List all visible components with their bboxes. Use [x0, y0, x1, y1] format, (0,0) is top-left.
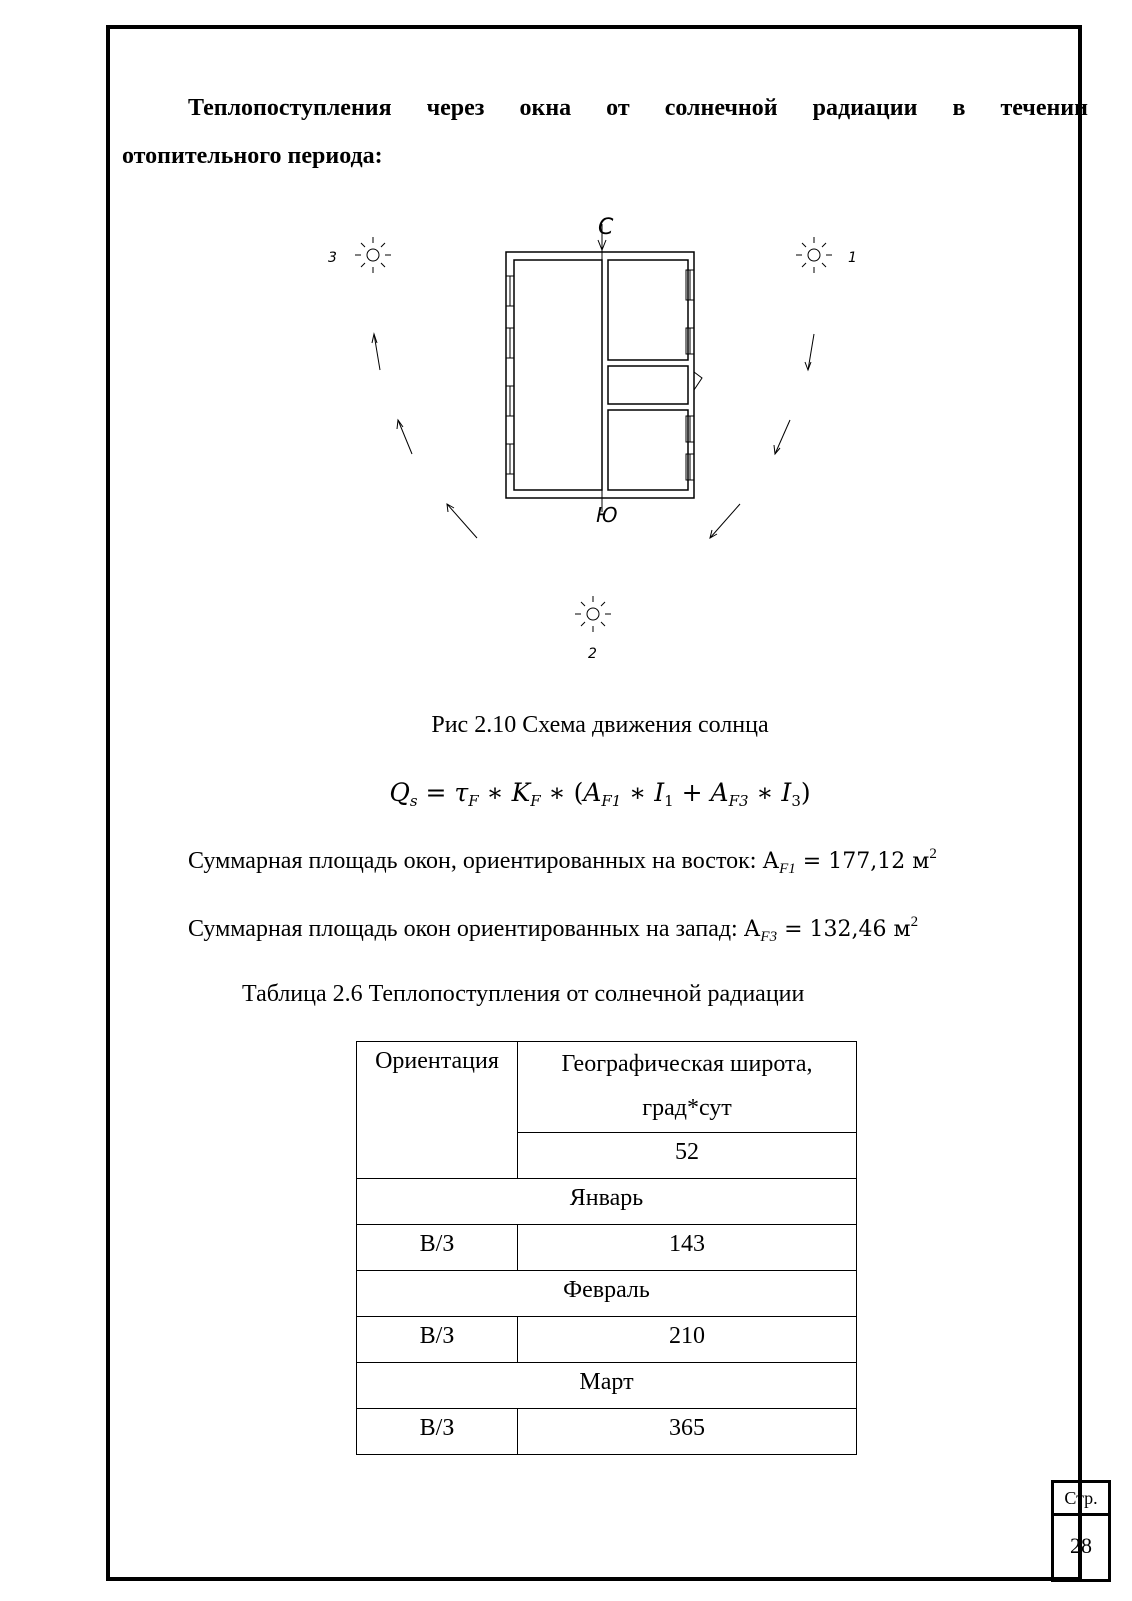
- orientation-cell: В/З: [357, 1409, 518, 1455]
- sun-label-3: 3: [328, 250, 337, 266]
- formula-i1-sub: 1: [664, 792, 674, 810]
- value-cell: 143: [518, 1225, 857, 1271]
- west-area-unit-sup: 2: [910, 914, 919, 930]
- orientation-cell: В/З: [357, 1317, 518, 1363]
- header-latitude: [518, 1042, 857, 1133]
- heading-word: солнечной: [664, 95, 778, 121]
- month-february: Февраль: [357, 1271, 857, 1317]
- east-area-symbol: А: [762, 849, 780, 874]
- north-label: С: [598, 215, 614, 240]
- table-row: [357, 1363, 857, 1409]
- heading-word: течении: [1000, 95, 1088, 121]
- latitude-value: 52: [518, 1133, 857, 1179]
- heading-line-2: отопительного периода:: [122, 143, 383, 169]
- page-number-stamp: [1051, 1480, 1111, 1582]
- month-march: Март: [357, 1363, 857, 1409]
- west-area-text: Суммарная площадь окон ориентированных на запад:: [188, 916, 744, 942]
- formula-q: Q: [389, 778, 410, 807]
- table-row: [357, 1225, 857, 1271]
- east-area-value: = 177,12 м: [802, 849, 930, 874]
- heading-line-1: [122, 84, 1088, 132]
- header-orientation: Ориентация: [357, 1042, 518, 1179]
- header-latitude-line1: Географическая широта,: [561, 1051, 813, 1077]
- south-label: Ю: [596, 503, 618, 527]
- table-row: [357, 1179, 857, 1225]
- figure-caption: Рис 2.10 Схема движения солнца: [431, 712, 769, 738]
- formula-a1: A: [583, 778, 602, 807]
- sun-movement-diagram: [320, 210, 880, 680]
- heading-word: радиации: [812, 95, 918, 121]
- heading-word: в: [952, 95, 966, 121]
- heading-word: от: [606, 95, 630, 121]
- heading-word: Теплопоступления: [188, 95, 392, 121]
- west-windows-area: [188, 914, 918, 946]
- table-row: [357, 1317, 857, 1363]
- orientation-cell: В/З: [357, 1225, 518, 1271]
- heading-word: через: [426, 95, 485, 121]
- west-area-value: = 132,46 м: [784, 917, 911, 942]
- east-area-text: Суммарная площадь окон, ориентированных на восток:: [188, 848, 763, 874]
- sun-3-icon: [355, 237, 391, 273]
- sun-label-2: 2: [588, 646, 597, 662]
- solar-gain-table: [356, 1041, 857, 1455]
- formula-q-sub: s: [409, 792, 418, 810]
- heading-word: окна: [519, 95, 572, 121]
- page-number: 28: [1070, 1533, 1092, 1558]
- building-plan: [506, 252, 702, 498]
- sun-path-arrows: [372, 334, 814, 538]
- sun-1-icon: [796, 237, 832, 273]
- west-area-symbol: А: [743, 917, 761, 942]
- sun-2-icon: [575, 596, 611, 632]
- table-row: [357, 1042, 857, 1133]
- formula-a3: A: [710, 778, 729, 807]
- formula-k-sub: F: [530, 792, 541, 810]
- formula-tau-sub: F: [468, 792, 479, 810]
- formula-k: K: [511, 778, 531, 807]
- value-cell: 210: [518, 1317, 857, 1363]
- section-heading: [122, 84, 1088, 180]
- formula-tau: τ: [454, 778, 469, 807]
- east-windows-area: [188, 846, 937, 878]
- header-latitude-line2: град*сут: [642, 1095, 732, 1121]
- formula-i3-sub: 3: [791, 792, 801, 810]
- table-row: [357, 1271, 857, 1317]
- formula-i3: I: [781, 778, 792, 807]
- month-january: Январь: [357, 1179, 857, 1225]
- west-area-symbol-sub: F3: [760, 929, 778, 945]
- heat-gain-formula: $Q_s = \tau_F$ ∗ $K_F$ ∗ ($A_{F1}$ ∗ $I_1 + A_{F3}$ ∗ $I_3$): [389, 778, 811, 810]
- table-caption: Таблица 2.6 Теплопоступления от солнечной радиации: [242, 981, 805, 1007]
- east-area-symbol-sub: F1: [779, 861, 796, 877]
- table-row: [357, 1409, 857, 1455]
- stamp-label: Стр.: [1054, 1483, 1108, 1516]
- east-area-unit-sup: 2: [929, 846, 937, 862]
- formula-a3-sub: F3: [728, 792, 749, 810]
- value-cell: 365: [518, 1409, 857, 1455]
- sun-label-1: 1: [848, 250, 857, 266]
- formula-i1: I: [654, 778, 665, 807]
- formula-a1-sub: F1: [601, 792, 622, 810]
